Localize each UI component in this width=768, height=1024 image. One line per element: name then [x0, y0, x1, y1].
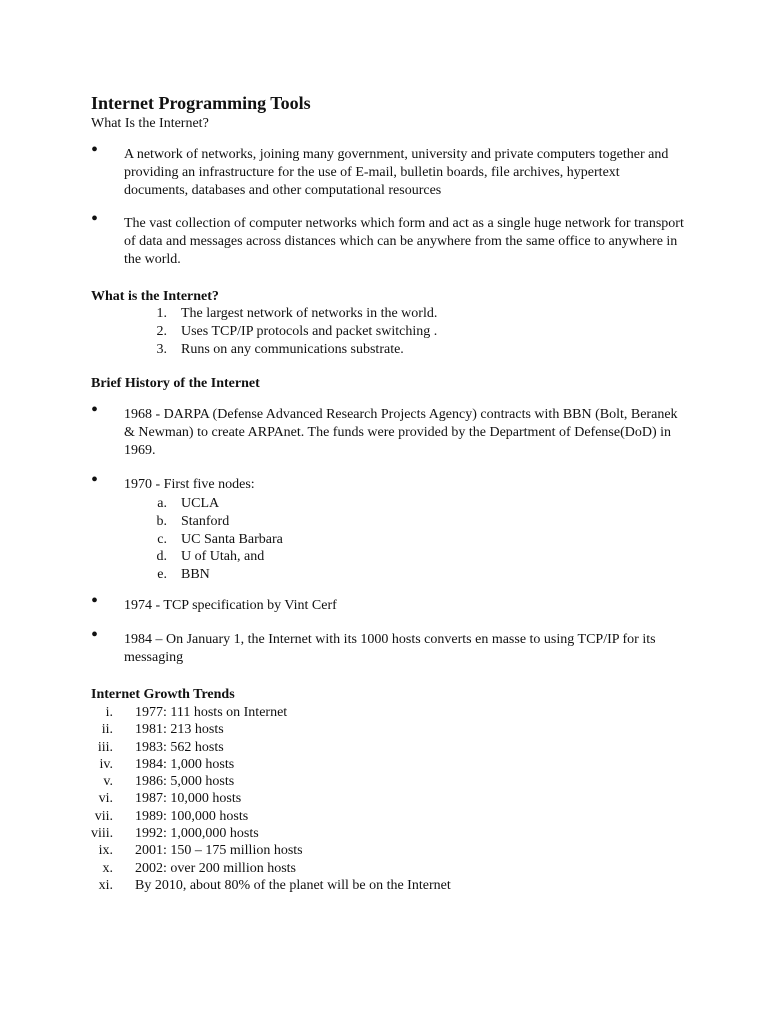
history-bullet-1974: 1974 - TCP specification by Vint Cerf	[124, 598, 337, 613]
section-heading-history: Brief History of the Internet	[91, 376, 260, 391]
list-roman-numeral: x.	[102, 861, 113, 876]
bullet-icon: •	[91, 590, 99, 612]
history-bullet-1968: 1968 - DARPA (Defense Advanced Research Projects Agency) contracts with BBN (Bolt, Beranek & Newman) to create ARPAnet. The funds were provided by the Department of Defense(DoD) in 1969.	[124, 407, 678, 458]
list-roman-numeral: ix.	[98, 843, 113, 858]
list-item: Uses TCP/IP protocols and packet switching .	[181, 324, 438, 339]
list-item: U of Utah, and	[181, 549, 265, 564]
list-roman-numeral: ii.	[101, 722, 113, 737]
list-item: 1992: 1,000,000 hosts	[135, 826, 259, 841]
bullet-icon: •	[91, 469, 99, 491]
list-roman-numeral: viii.	[91, 826, 114, 841]
list-item: 2001: 150 – 175 million hosts	[135, 843, 303, 858]
list-roman-numeral: i.	[105, 705, 113, 720]
list-item: 1977: 111 hosts on Internet	[135, 705, 288, 720]
list-item: BBN	[181, 567, 210, 582]
list-item: The largest network of networks in the world.	[181, 306, 438, 321]
list-letter: d.	[156, 549, 167, 564]
list-item: UC Santa Barbara	[181, 532, 283, 547]
list-item: Stanford	[181, 514, 230, 529]
list-roman-numeral: xi.	[98, 878, 113, 893]
section-heading-what-is-internet: What is the Internet?	[91, 289, 219, 304]
list-item: 1986: 5,000 hosts	[135, 774, 235, 789]
list-letter: a.	[157, 496, 167, 511]
list-item: 1987: 10,000 hosts	[135, 791, 242, 806]
list-roman-numeral: vii.	[94, 809, 113, 824]
list-letter: b.	[156, 514, 167, 529]
list-number: 1.	[156, 306, 167, 321]
list-item: 1984: 1,000 hosts	[135, 757, 235, 772]
list-item: UCLA	[181, 496, 220, 511]
intro-bullet-1: A network of networks, joining many government, university and private computers together and providing an infrastructure for the use of E-mail, bulletin boards, file archives, hypertext documents, databases and other computational resources	[124, 147, 669, 198]
list-number: 2.	[156, 324, 167, 339]
list-roman-numeral: iv.	[99, 757, 113, 772]
document-subtitle: What Is the Internet?	[91, 116, 209, 131]
list-item: 1981: 213 hosts	[135, 722, 224, 737]
list-letter: e.	[157, 567, 167, 582]
history-bullet-1984: 1984 – On January 1, the Internet with its 1000 hosts converts en masse to using TCP/IP for its messaging	[124, 632, 656, 665]
list-item: 2002: over 200 million hosts	[135, 861, 296, 876]
list-roman-numeral: vi.	[98, 791, 113, 806]
list-roman-numeral: v.	[103, 774, 113, 789]
list-item: 1989: 100,000 hosts	[135, 809, 249, 824]
bullet-icon: •	[91, 139, 99, 161]
list-roman-numeral: iii.	[97, 740, 113, 755]
history-bullet-1970: 1970 - First five nodes:	[124, 477, 255, 492]
list-item: 1983: 562 hosts	[135, 740, 224, 755]
list-item: Runs on any communications substrate.	[181, 342, 404, 357]
list-item: By 2010, about 80% of the planet will be on the Internet	[135, 878, 451, 893]
document-title: Internet Programming Tools	[91, 93, 311, 113]
bullet-icon: •	[91, 624, 99, 646]
list-letter: c.	[157, 532, 167, 547]
intro-bullet-2: The vast collection of computer networks which form and act as a single huge network for transport of data and messages across distances which can be anywhere from the same office to anywhere in the world.	[124, 216, 684, 267]
list-number: 3.	[156, 342, 167, 357]
bullet-icon: •	[91, 399, 99, 421]
bullet-icon: •	[91, 208, 99, 230]
section-heading-growth-trends: Internet Growth Trends	[91, 687, 235, 702]
